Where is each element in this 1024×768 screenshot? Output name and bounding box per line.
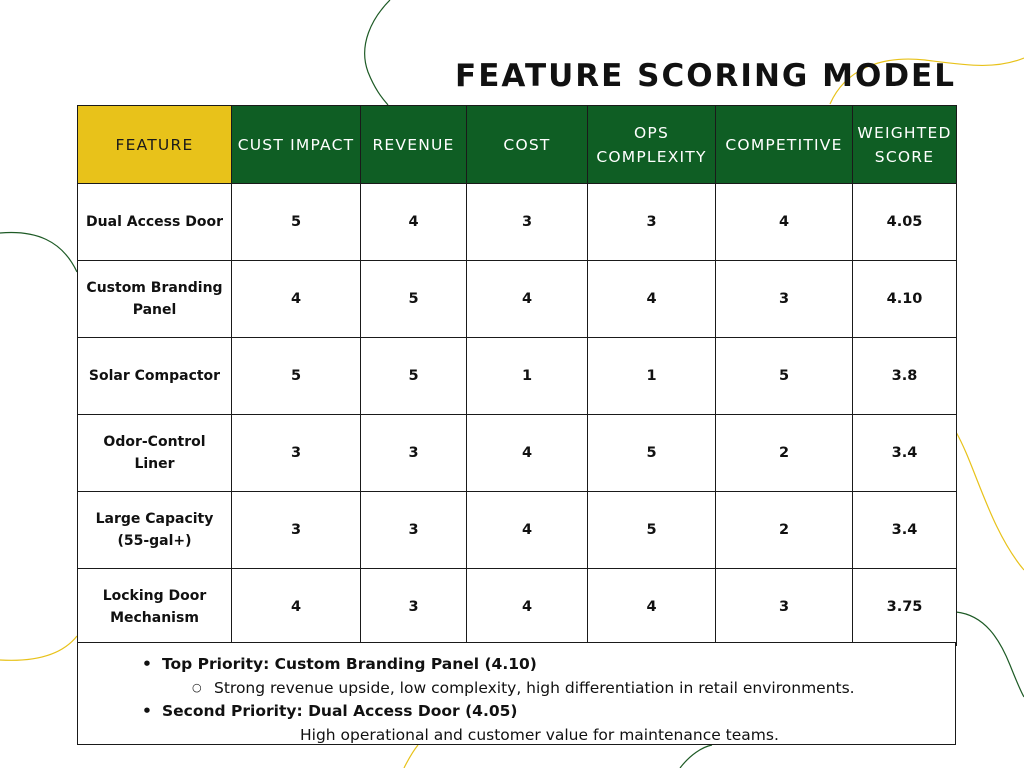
cust-impact-cell: 4: [232, 261, 361, 338]
second-priority-bullet: • Second Priority: Dual Access Door (4.05): [162, 699, 518, 723]
top-priority-bullet: • Top Priority: Custom Branding Panel (4.10): [162, 652, 537, 676]
competitive-cell: 4: [716, 184, 853, 261]
top-priority-detail: ○ Strong revenue upside, low complexity, high differentiation in retail environments.: [214, 676, 855, 700]
competitive-cell: 3: [716, 569, 853, 646]
page-title: FEATURE SCORING MODEL: [455, 58, 956, 94]
revenue-cell: 5: [361, 338, 467, 415]
revenue-cell: 4: [361, 184, 467, 261]
feature-name-cell: Locking Door Mechanism: [78, 569, 232, 646]
competitive-cell: 2: [716, 415, 853, 492]
deco-curve-bottom-green: [680, 745, 712, 768]
table-row: [78, 338, 957, 415]
cost-cell: 3: [467, 184, 588, 261]
competitive-cell: 5: [716, 338, 853, 415]
column-header-competitive: COMPETITIVE: [716, 106, 853, 184]
cust-impact-cell: 4: [232, 569, 361, 646]
revenue-cell: 3: [361, 415, 467, 492]
weighted-score-cell: 3.4: [853, 415, 957, 492]
cust-impact-cell: 3: [232, 415, 361, 492]
second-priority-detail: High operational and customer value for maintenance teams.: [300, 726, 779, 744]
weighted-score-cell: 4.05: [853, 184, 957, 261]
cost-cell: 4: [467, 569, 588, 646]
column-header-weighted-score: WEIGHTED SCORE: [853, 106, 957, 184]
revenue-cell: 5: [361, 261, 467, 338]
cust-impact-cell: 3: [232, 492, 361, 569]
deco-curve-left-yellow: [0, 636, 77, 660]
weighted-score-cell: 3.4: [853, 492, 957, 569]
cost-cell: 1: [467, 338, 588, 415]
feature-name-cell: Odor-Control Liner: [78, 415, 232, 492]
cust-impact-cell: 5: [232, 338, 361, 415]
table-row: [78, 569, 957, 646]
deco-curve-left-green: [0, 232, 77, 272]
cost-cell: 4: [467, 261, 588, 338]
priority-notes-box: [77, 642, 956, 745]
revenue-cell: 3: [361, 569, 467, 646]
feature-name-cell: Dual Access Door: [78, 184, 232, 261]
weighted-score-cell: 3.8: [853, 338, 957, 415]
table-row: [78, 261, 957, 338]
table-row: [78, 184, 957, 261]
competitive-cell: 3: [716, 261, 853, 338]
weighted-score-cell: 4.10: [853, 261, 957, 338]
column-header-cost: COST: [467, 106, 588, 184]
ops-complexity-cell: 4: [588, 261, 716, 338]
deco-curve-right-green: [956, 612, 1024, 697]
ops-complexity-cell: 4: [588, 569, 716, 646]
weighted-score-cell: 3.75: [853, 569, 957, 646]
feature-name-cell: Custom Branding Panel: [78, 261, 232, 338]
column-header-ops-complexity: OPS COMPLEXITY: [588, 106, 716, 184]
feature-scoring-table: [77, 105, 957, 646]
ops-complexity-cell: 1: [588, 338, 716, 415]
table-row: [78, 492, 957, 569]
table-header-row: [78, 106, 957, 184]
ops-complexity-cell: 3: [588, 184, 716, 261]
revenue-cell: 3: [361, 492, 467, 569]
column-header-revenue: REVENUE: [361, 106, 467, 184]
column-header-cust-impact: CUST IMPACT: [232, 106, 361, 184]
ops-complexity-cell: 5: [588, 415, 716, 492]
deco-curve-right-yellow: [956, 432, 1024, 570]
cost-cell: 4: [467, 492, 588, 569]
feature-name-cell: Solar Compactor: [78, 338, 232, 415]
ops-complexity-cell: 5: [588, 492, 716, 569]
competitive-cell: 2: [716, 492, 853, 569]
deco-curve-bottom-yellow: [404, 745, 418, 768]
feature-name-cell: Large Capacity (55-gal+): [78, 492, 232, 569]
cost-cell: 4: [467, 415, 588, 492]
table-row: [78, 415, 957, 492]
cust-impact-cell: 5: [232, 184, 361, 261]
deco-curve-top-green: [365, 0, 390, 105]
column-header-feature: FEATURE: [78, 106, 232, 184]
